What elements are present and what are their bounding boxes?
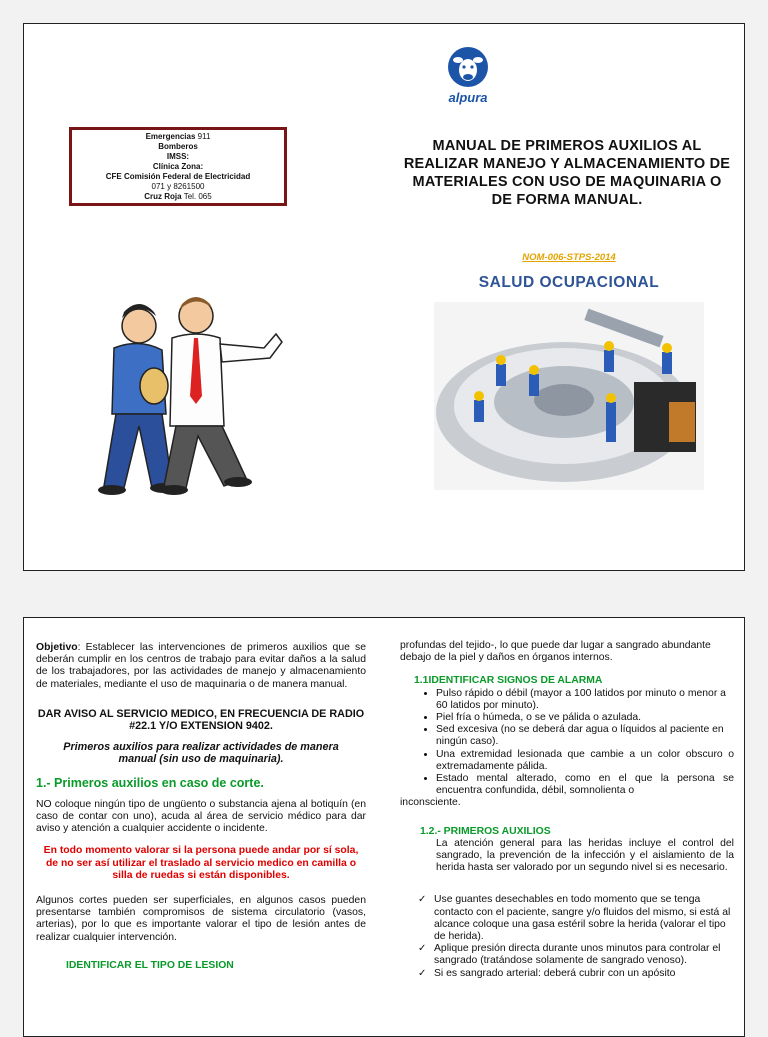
cortes-paragraph: Algunos cortes pueden ser superficiales, en algunos casos pueden presentarse también compromisos de sistema circulatorio (vasos, arterias), por lo que es importante valorar el tipo de lesión antes de realizar cualquier intervención. — [36, 895, 366, 943]
list-item: • Estado mental alterado, como en el que la persona se encuentra confundida, débil, somnolienta o — [436, 773, 734, 797]
cruz-roja-phone: Tel. 065 — [183, 192, 212, 201]
hard-drive-workers-image — [434, 302, 704, 490]
list-item: ✓ Aplique presión directa durante unos minutos para controlar el sangrado (tratándose solamente de sangrado venoso). — [418, 943, 734, 967]
logo-wordmark: alpura — [448, 90, 488, 105]
list-item: • Una extremidad lesionada que cambie a un color obscuro o extremadamente pálida. — [436, 749, 734, 773]
clinica-label: Clínica Zona: — [152, 162, 204, 171]
imss-label: IMSS: — [166, 152, 190, 161]
inconsciente-text: inconsciente. — [400, 797, 461, 809]
section-1-2-title: 1.2.- PRIMEROS AUXILIOS — [420, 825, 551, 837]
list-item: • Sed excesiva (no se deberá dar agua o líquidos al paciente en ningún caso). — [436, 724, 734, 748]
list-item: • Piel fría o húmeda, o se ve pálida o azulada. — [436, 712, 734, 724]
cfe-label: CFE Comisión Federal de Electricidad — [105, 172, 251, 181]
warning-text: En todo momento valorar si la persona puede andar por sí sola, de no ser así utilizar el traslado al servicio medico en camilla o silla de ruedas si están disponibles. — [43, 845, 359, 881]
list-item: ✓ Si es sangrado arterial: deberá cubrir con un apósito — [418, 968, 734, 980]
section-1-title: 1.- Primeros auxilios en caso de corte. — [36, 775, 264, 790]
list-item: ✓ Use guantes desechables en todo momento que se tenga contacto con el paciente, sangre y/o fluidos del mismo, si está al alcance coloque una gasa estéril sobre la herida (valorar el tipo de herida). — [418, 894, 734, 943]
bomberos-label: Bomberos — [158, 142, 198, 151]
emergencias-number: 911 — [197, 132, 211, 141]
left-column — [36, 642, 366, 972]
section-1-1-title: 1.1IDENTIFICAR SIGNOS DE ALARMA — [414, 675, 603, 687]
objetivo-label: Objetivo — [36, 642, 78, 653]
cover-page — [23, 23, 745, 571]
list-item: • Pulso rápido o débil (mayor a 100 latidos por minuto o menor a 60 latidos por minuto). — [436, 688, 734, 712]
objetivo-paragraph — [36, 642, 366, 691]
cfe-phone: 071 y 8261500 — [151, 182, 205, 191]
section-1-text: NO coloque ningún tipo de ungüento o substancia ajena al botiquín (en caso de contar con uno), acuda al área de servicio médico para dar aviso y atención a cualquier accidente o incidente. — [36, 798, 366, 835]
cruz-roja-label: Cruz Roja — [144, 192, 182, 201]
alpura-logo — [428, 46, 508, 126]
section-1-2-text: La atención general para las heridas incluye el control del sangrado, la prevención de la infección y el aislamiento de la herida hasta ser valorado por un segundo nivel si es necesario. — [436, 837, 734, 874]
cover-subtitle: SALUD OCUPACIONAL — [478, 274, 660, 291]
radio-notice: DAR AVISO AL SERVICIO MEDICO, EN FRECUENCIA DE RADIO #22.1 Y/O EXTENSION 9402. — [37, 707, 365, 733]
emergency-contacts-box — [69, 127, 287, 206]
cow-logo-icon — [447, 46, 489, 88]
identify-injury-heading: IDENTIFICAR EL TIPO DE LESION — [66, 959, 234, 971]
content-page — [23, 617, 745, 1037]
manual-title: MANUAL DE PRIMEROS AUXILIOS AL REALIZAR MANEJO Y ALMACENAMIENTO DE MATERIALES CON USO DE MAQUINARIA O DE FORMA MANUAL. — [403, 138, 731, 208]
objetivo-text: : Establecer las intervenciones de primeros auxilios que se deberán cumplir en los centros de trabajo para evitar daños a la salud de los trabajadores, por las actividades de manejo y almacenamiento de materiales, mediante el uso de maquinaria o de manera manual. — [36, 642, 366, 690]
right-column — [400, 640, 734, 980]
doctor-helping-worker-illustration — [84, 286, 292, 506]
norm-reference: NOM-006-STPS-2014 — [522, 252, 616, 263]
first-aid-steps-list — [400, 894, 734, 979]
alarm-signs-list — [400, 688, 734, 798]
manual-activities-heading: Primeros auxilios para realizar actividades de manera manual (sin uso de maquinaria). — [63, 741, 339, 766]
right-intro-text: profundas del tejido-, lo que puede dar lugar a sangrado abundante debajo de la piel y daños en órganos internos. — [400, 640, 711, 664]
emergencias-label: Emergencias — [145, 132, 196, 141]
